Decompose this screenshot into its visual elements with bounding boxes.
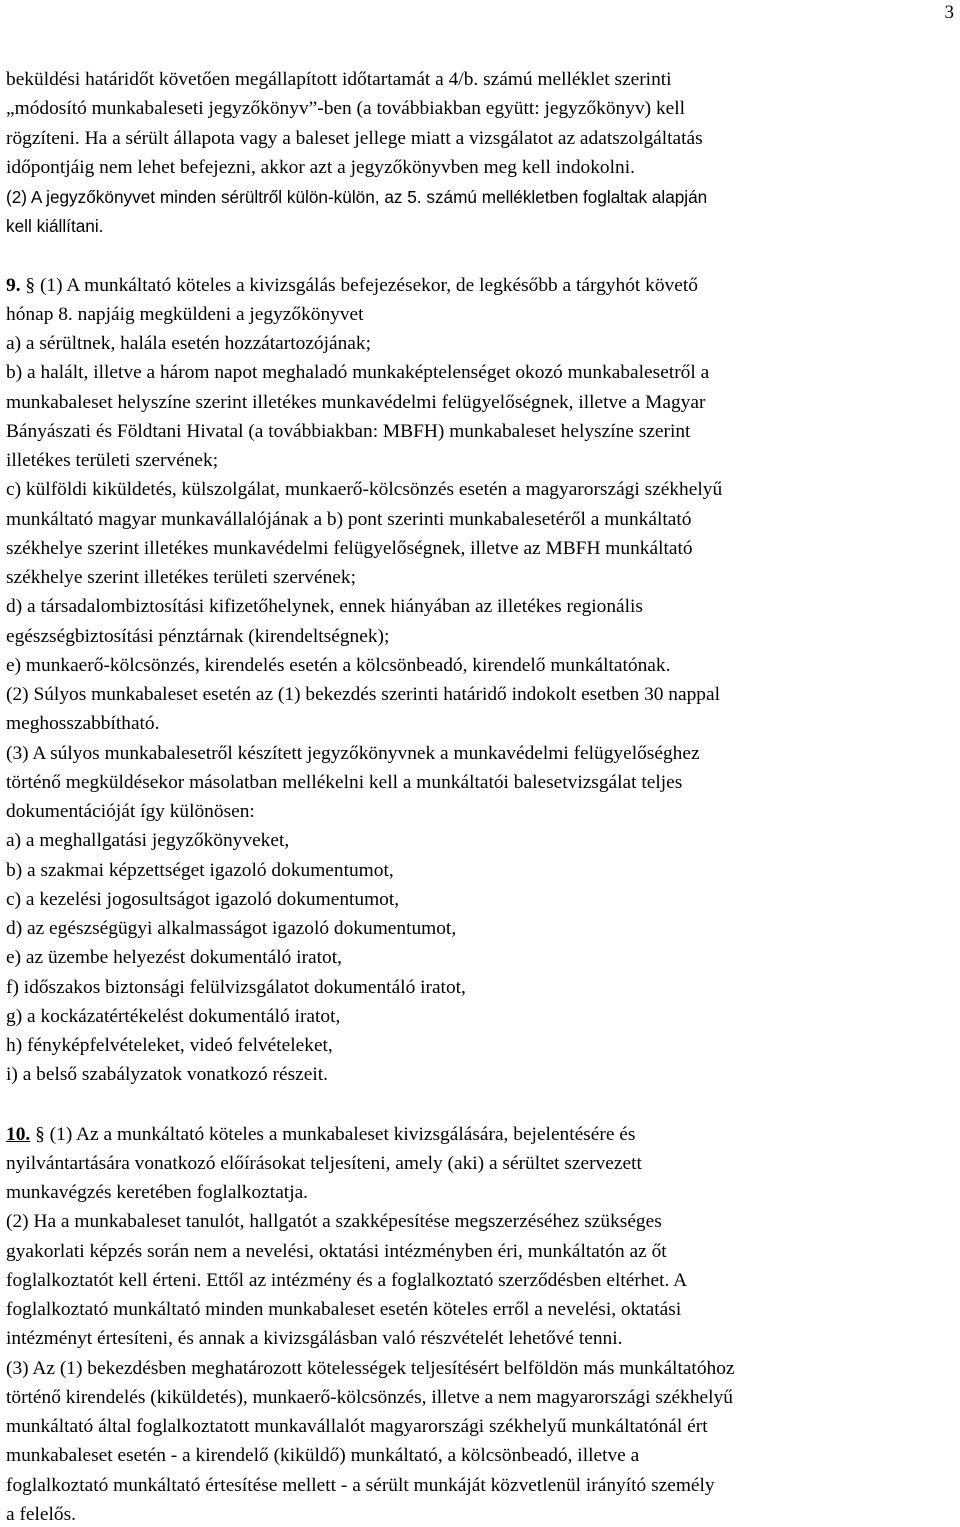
line-text: c) külföldi kiküldetés, külszolgálat, munkaerő-kölcsönzés esetén a magyarországi székhelyű [6,479,723,501]
line-text: (2) Súlyos munkabaleset esetén az (1) bekezdés szerinti határidő indokolt esetben 30 nappal [6,684,720,705]
text-line [6,946,342,970]
text-line [6,742,700,766]
line-text: intézményt értesíteni, és annak a kivizsgálásban való részvételét lehetővé tenni. [6,1328,623,1350]
line-text: g) a kockázatértékelést dokumentáló iratot, [6,1005,341,1027]
text-line [6,1123,635,1147]
line-text: b) a szakmai képzettséget igazoló dokumentumot, [6,859,394,881]
text-line [6,976,466,1000]
line-text: munkáltató magyar munkavállalójának a b) pont szerinti munkabalesetéről a munkáltató [6,508,692,530]
line-text: a) a meghallgatási jegyzőkönyveket, [6,830,290,852]
text-line [6,1240,667,1264]
text-line [6,1152,642,1176]
line-text: Bányászati és Földtani Hivatal (a továbbiakban: MBFH) munkabaleset helyszíne szerint [6,420,691,442]
text-line [6,917,456,941]
line-text: foglalkoztató munkáltató minden munkabaleset esetén köteles erről a nevelési, oktatási [6,1299,682,1320]
line-text: dokumentációját így különösen: [6,801,255,822]
text-line [6,68,672,92]
text-line [6,361,709,385]
line-text: (2) Ha a munkabaleset tanulót, hallgatót a szakképesítése megszerzéséhez szükséges [6,1211,662,1233]
line-text: munkabaleset helyszíne szerint illetékes munkavédelmi felügyelőségnek, illetve a Magyar [6,391,706,413]
text-line [6,1210,662,1234]
text-line [6,1269,687,1293]
section-sign: § [35,1123,45,1145]
text-line [6,859,394,883]
text-line [6,508,691,532]
line-text: történő megküldésekor másolatban mellékelni kell a munkáltatói balesetvizsgálat teljes [6,771,683,793]
text-line [6,1503,76,1527]
line-text: e) munkaerő-kölcsönzés, kirendelés esetén a kölcsönbeadó, kirendelő munkáltatónak. [6,654,671,676]
section-number: 10. [6,1123,31,1145]
text-line [6,829,289,853]
text-line [6,1444,639,1468]
text-line [6,1181,308,1205]
text-line [6,683,720,707]
text-line [6,127,703,151]
text-line [6,449,218,473]
line-text: a) a sérültnek, halála esetén hozzátartozójának; [6,333,371,354]
line-text: (1) Az a munkáltató köteles a munkabaleset kivizsgálására, bejelentésére és [44,1123,636,1145]
text-line [6,97,685,121]
line-text: időpontjáig nem lehet befejezni, akkor azt a jegyzőkönyvben meg kell indokolni. [6,156,635,178]
text-line [6,420,690,444]
line-text: székhelye szerint illetékes munkavédelmi felügyelőségnek, illetve az MBFH munkáltató [6,537,693,559]
text-line [6,1386,733,1410]
text-line [6,156,635,180]
text-line [6,391,705,415]
text-line [6,566,356,590]
line-text: c) a kezelési jogosultságot igazoló dokumentumot, [6,888,400,910]
page-number: 3 [944,2,954,23]
line-text: történő kirendelés (kiküldetés), munkaerő-kölcsönzés, illetve a nem magyarországi székhelyű [6,1386,733,1408]
text-line [6,303,364,327]
line-text: a felelős. [6,1503,76,1525]
text-line [6,332,371,356]
text-line [6,214,103,238]
line-text: d) az egészségügyi alkalmasságot igazoló dokumentumot, [6,918,457,939]
text-line [6,537,693,561]
line-text: munkavégzés keretében foglalkoztatja. [6,1182,309,1203]
text-line [6,185,707,209]
text-line [6,1005,340,1029]
line-text: i) a belső szabályzatok vonatkozó részeit. [6,1064,328,1086]
line-text: foglalkoztatót kell érteni. Ettől az intézmény és a foglalkoztató szerződésben eltérhet. A [6,1269,688,1291]
line-text: f) időszakos biztonsági felülvizsgálatot dokumentáló iratot, [6,976,466,998]
line-text: munkáltató által foglalkoztatott munkavállalót magyarországi székhelyű munkáltatónál ért [6,1416,708,1437]
line-text: egészségbiztosítási pénztárnak (kirendeltségnek); [6,625,390,647]
text-line [6,274,698,298]
text-line [6,1298,681,1322]
line-text: d) a társadalombiztosítási kifizetőhelynek, ennek hiányában az illetékes regionális [6,596,643,618]
text-line [6,800,255,824]
text-line [6,712,159,736]
line-text: (3) A súlyos munkabalesetről készített jegyzőkönyvnek a munkavédelmi felügyelőséghez [6,742,700,764]
text-line [6,888,399,912]
text-line [6,595,643,619]
text-line [6,1327,623,1351]
line-text: (1) A munkáltató köteles a kivizsgálás befejezésekor, de legkésőbb a tárgyhót követő [35,274,698,296]
text-line [6,771,682,795]
text-line [6,1034,333,1058]
text-line [6,625,389,649]
line-text: kell kiállítani. [6,216,104,237]
line-text: illetékes területi szervének; [6,450,219,471]
line-text: hónap 8. napjáig megküldeni a jegyzőkönyvet [6,303,364,325]
line-text: meghosszabbítható. [6,713,160,735]
text-line [6,1474,715,1498]
text-line [6,1357,735,1381]
line-text: (3) Az (1) bekezdésben meghatározott kötelességek teljesítésért belföldön más munkáltatóhoz [6,1357,735,1379]
text-line [6,654,670,678]
text-line [6,1415,708,1439]
line-text: h) fényképfelvételeket, videó felvételeket, [6,1035,333,1056]
line-text: e) az üzembe helyezést dokumentáló iratot, [6,947,342,969]
line-text: foglalkoztató munkáltató értesítése mellett - a sérült munkáját közvetlenül irányító személy [6,1474,715,1496]
line-text: b) a halált, illetve a három napot meghaladó munkaképtelenséget okozó munkabalesetről a [6,362,710,384]
text-line [6,478,722,502]
line-text: nyilvántartására vonatkozó előírásokat teljesíteni, amely (aki) a sérültet szervezett [6,1152,642,1174]
line-text: rögzíteni. Ha a sérült állapota vagy a baleset jellege miatt a vizsgálatot az adatszolgáltatás [6,127,703,149]
line-text: munkabaleset esetén - a kirendelő (kiküldő) munkáltató, a kölcsönbeadó, illetve a [6,1445,640,1467]
line-text: székhelye szerint illetékes területi szervének; [6,567,356,588]
text-line [6,1063,328,1087]
line-text: beküldési határidőt követően megállapított időtartamát a 4/b. számú melléklet szerinti [6,69,672,90]
line-text: gyakorlati képzés során nem a nevelési, oktatási intézményben éri, munkáltatón az őt [6,1240,667,1262]
section-number: 9. [6,274,21,296]
section-sign: § [25,274,36,296]
line-text: (2) A jegyzőkönyvet minden sérültről külön-külön, az 5. számú mellékletben foglaltak alapján [6,187,708,207]
line-text: „módosító munkabaleseti jegyzőkönyv”-ben (a továbbiakban együtt: jegyzőkönyv) kell [6,98,686,120]
